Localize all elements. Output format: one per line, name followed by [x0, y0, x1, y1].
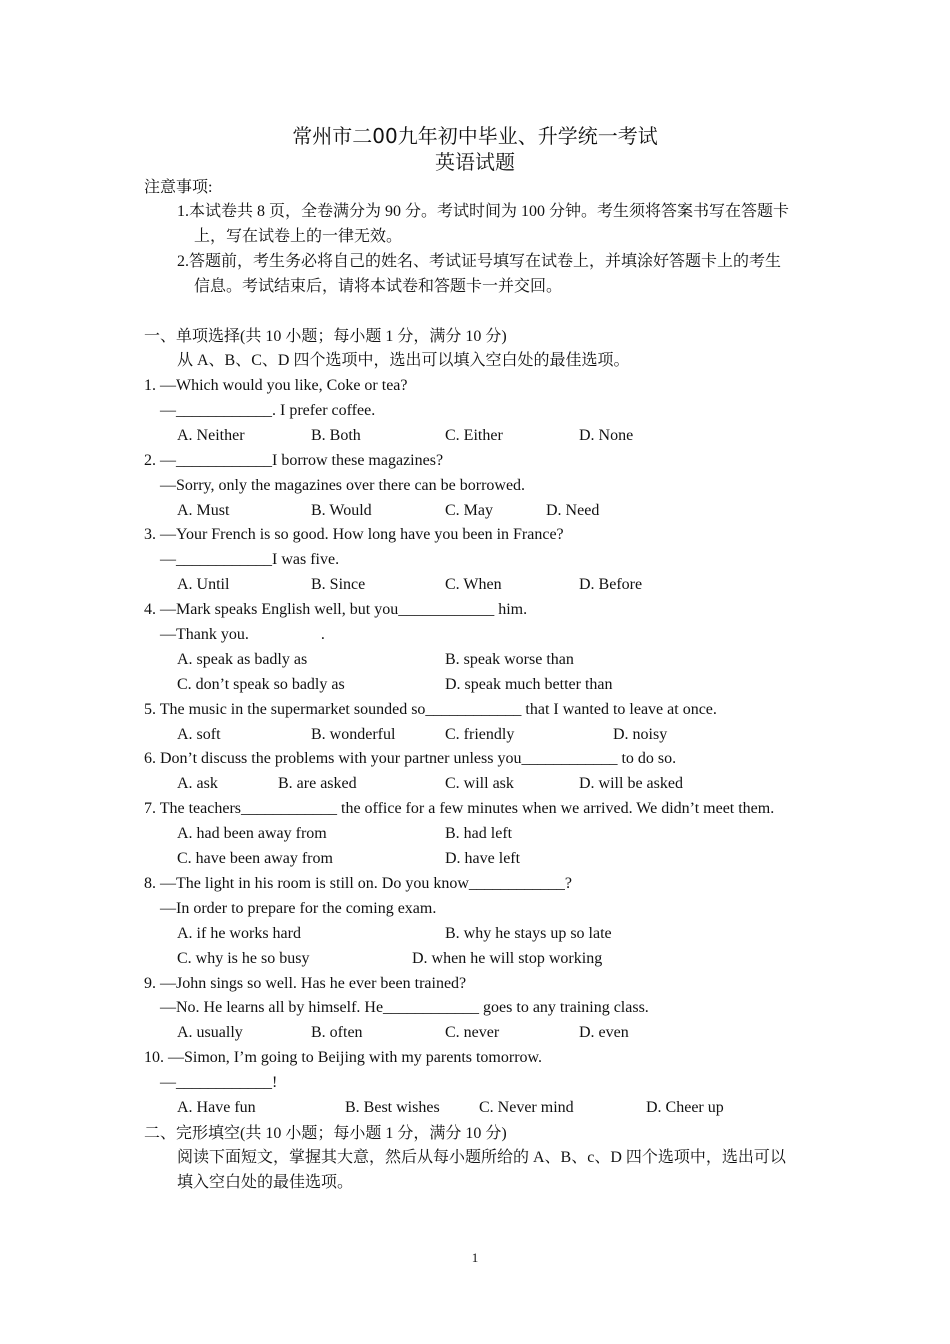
question-9-option-c: C. never [445, 1024, 500, 1041]
section1-instruction: 从 A、B、C、D 四个选项中，选出可以填入空白处的最佳选项。 [177, 352, 630, 369]
section2-heading: 二、完形填空 [144, 1123, 241, 1142]
question-7-option-c: C. have been away from [177, 850, 333, 867]
question-8-option-c: C. why is he so busy [177, 950, 310, 967]
question-6-stem: 6. Don’t discuss the problems with your partner unless you____________ to do so. [144, 750, 677, 767]
question-8-option-a: A. if he works hard [177, 925, 301, 942]
question-4-option-a: A. speak as badly as [177, 651, 308, 668]
question-4-stem: 4. —Mark speaks English well, but you____________ him. [144, 601, 528, 618]
question-9-option-d: D. even [579, 1024, 629, 1041]
exam-title: 常州市二00九年初中毕业、升学统一考试 [292, 124, 658, 148]
question-1-option-a: A. Neither [177, 427, 245, 444]
question-3-option-c: C. When [445, 576, 502, 593]
question-4-option-c: C. don’t speak so badly as [177, 676, 345, 693]
question-9-option-b: B. often [311, 1024, 363, 1041]
notice-heading: 注意事项 [144, 177, 209, 196]
question-5-option-d: D. noisy [613, 726, 668, 743]
question-1-option-c: C. Either [445, 427, 503, 444]
question-3-option-b: B. Since [311, 576, 366, 593]
question-1-option-b: B. Both [311, 427, 361, 444]
notice-item-2: 2.答题前，考生务必将自己的姓名、考试证号填写在试卷上，并填涂好答题卡上的考生 [177, 253, 782, 270]
question-3-stem: 3. —Your French is so good. How long have you been in France? [144, 526, 564, 543]
question-2-option-d: D. Need [546, 502, 600, 519]
question-5-stem: 5. The music in the supermarket sounded so____________ that I wanted to leave at once. [144, 701, 717, 718]
notice-heading-line [144, 177, 212, 198]
question-6-option-a: A. ask [177, 775, 218, 792]
question-1-option-d: D. None [579, 427, 634, 444]
section1-header [144, 326, 507, 347]
question-7-option-a: A. had been away from [177, 825, 327, 842]
question-2-line2: —Sorry, only the magazines over there can be borrowed. [160, 477, 526, 494]
question-4-option-b: B. speak worse than [445, 651, 574, 668]
question-2-stem: 2. —____________I borrow these magazines? [144, 452, 444, 469]
question-10-option-c: C. Never mind [479, 1099, 574, 1116]
question-1-line2: —____________. I prefer coffee. [160, 402, 376, 419]
question-4-line2: —Thank you. . [160, 626, 325, 643]
question-9-line2: —No. He learns all by himself. He____________ goes to any training class. [160, 999, 649, 1016]
notice-item-1-cont: 上，写在试卷上的一律无效。 [194, 228, 403, 245]
question-10-stem: 10. —Simon, I’m going to Beijing with my parents tomorrow. [144, 1049, 543, 1066]
question-3-option-d: D. Before [579, 576, 643, 593]
section2-instruction-cont: 填入空白处的最佳选项。 [177, 1174, 354, 1191]
question-9-option-a: A. usually [177, 1024, 243, 1041]
question-10-option-d: D. Cheer up [646, 1099, 724, 1116]
question-10-line2: —____________! [160, 1074, 278, 1091]
question-8-option-b: B. why he stays up so late [445, 925, 612, 942]
question-9-stem: 9. —John sings so well. Has he ever been trained? [144, 975, 467, 992]
question-6-option-d: D. will be asked [579, 775, 683, 792]
question-4-option-d: D. speak much better than [445, 676, 613, 693]
question-5-option-c: C. friendly [445, 726, 515, 743]
question-3-line2: —____________I was five. [160, 551, 340, 568]
question-5-option-b: B. wonderful [311, 726, 396, 743]
section2-header [144, 1123, 507, 1144]
question-8-line2: —In order to prepare for the coming exam. [160, 900, 437, 917]
question-2-option-a: A. Must [177, 502, 230, 519]
notice-colon: : [208, 179, 213, 196]
page-number: 1 [471, 1250, 479, 1265]
question-7-option-b: B. had left [445, 825, 513, 842]
question-7-stem: 7. The teachers____________ the office for a few minutes when we arrived. We didn’t meet them. [144, 800, 775, 817]
question-2-option-b: B. Would [311, 502, 372, 519]
question-7-option-d: D. have left [445, 850, 521, 867]
section1-info: (共 10 小题；每小题 1 分，满分 10 分) [240, 328, 507, 345]
question-10-option-b: B. Best wishes [345, 1099, 440, 1116]
section2-instruction: 阅读下面短文，掌握其大意，然后从每小题所给的 A、B、c、D 四个选项中，选出可以 [177, 1149, 786, 1166]
question-6-option-c: C. will ask [445, 775, 514, 792]
notice-item-1: 1.本试卷共 8 页，全卷满分为 90 分。考试时间为 100 分钟。考生须将答案书写在答题卡 [177, 203, 790, 220]
question-3-option-a: A. Until [177, 576, 230, 593]
question-5-option-a: A. soft [177, 726, 221, 743]
question-8-stem: 8. —The light in his room is still on. Do you know____________? [144, 875, 572, 892]
section1-heading: 一、单项选择 [144, 326, 241, 345]
exam-subtitle: 英语试题 [435, 150, 515, 174]
question-10-option-a: A. Have fun [177, 1099, 256, 1116]
question-6-option-b: B. are asked [278, 775, 357, 792]
question-2-option-c: C. May [445, 502, 493, 519]
question-8-option-d: D. when he will stop working [412, 950, 603, 967]
section2-info: (共 10 小题；每小题 1 分，满分 10 分) [240, 1125, 507, 1142]
question-1-stem: 1. —Which would you like, Coke or tea? [144, 377, 408, 394]
notice-item-2-cont: 信息。考试结束后，请将本试卷和答题卡一并交回。 [194, 278, 563, 295]
